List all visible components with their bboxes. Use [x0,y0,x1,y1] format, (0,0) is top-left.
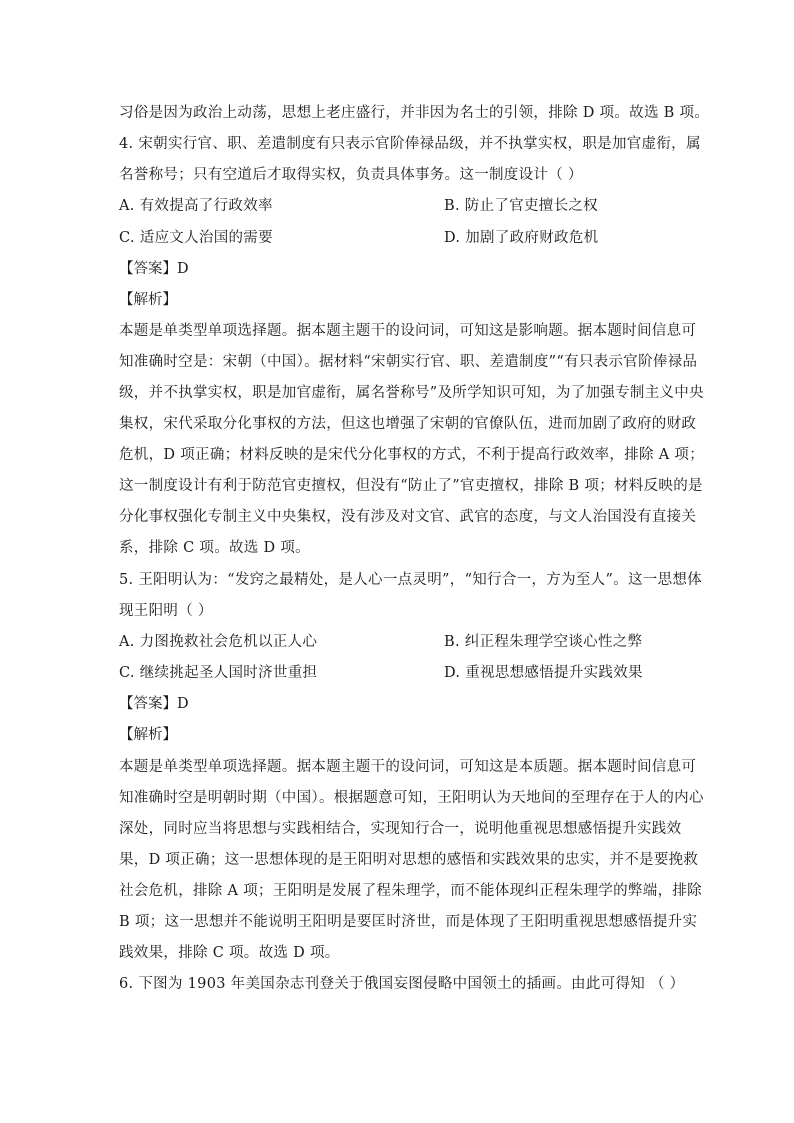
q5-option-d: D. 重视思想感悟提升实践效果 [444,665,643,681]
q5-stem-line-1: 5. 王阳明认为：“发窍之最精处，是人心一点灵明”，“知行合一，方为至人”。这一思想体 [119,572,702,588]
q4-analysis-line-4: 集权，宋代采取分化事权的方法，但这也增强了宋朝的官僚队伍，进而加剧了政府的财政 [119,416,697,432]
q4-analysis-line-7: 分化事权强化专制主义中央集权，没有涉及对文官、武官的态度，与文人治国没有直接关 [119,509,697,525]
q4-analysis-line-8: 系，排除 C 项。故选 D 项。 [119,540,310,556]
q5-analysis-line-4: 果，D 项正确；这一思想体现的是王阳明对思想的感悟和实践效果的忠实，并不是要挽救 [119,852,699,868]
q5-option-a: A. 力图挽救社会危机以正人心 [119,634,318,650]
q4-analysis-line-2: 知准确时空是：宋朝（中国）。据材料“宋朝实行官、职、差遣制度”“有只表示官阶俸禄品 [119,354,698,370]
q4-option-a: A. 有效提高了行政效率 [119,198,273,214]
q4-option-c: C. 适应文人治国的需要 [119,230,273,246]
q5-answer: 【答案】D [119,696,189,712]
q6-stem-line-1: 6. 下图为 1903 年美国杂志刊登关于俄国妄图侵略中国领土的插画。由此可得知 （ ） [119,976,685,992]
q5-analysis-line-2: 知准确时空是明朝时期（中国）。根据题意可知，王阳明认为天地间的至理存在于人的内心 [119,790,704,806]
q5-analysis-line-1: 本题是单类型单项选择题。据本题主题干的设问词，可知这是本质题。据本题时间信息可 [119,759,697,775]
q5-analysis-line-3: 深处，同时应当将思想与实践相结合，实现知行合一，说明他重视思想感悟提升实践效 [119,821,682,837]
q5-stem-line-2: 现王阳明（ ） [119,603,213,619]
q4-analysis-line-5: 危机，D 项正确；材料反映的是宋代分化事权的方式，不利于提高行政效率，排除 A 项； [119,447,705,463]
q4-stem-line-1: 4. 宋朝实行官、职、差遣制度有只表示官阶俸禄品级，并不执掌实权，职是加官虚衔，属 [119,136,701,152]
q4-option-b: B. 防止了官吏擅长之权 [444,198,598,214]
q5-option-b: B. 纠正程朱理学空谈心性之弊 [444,634,643,650]
q5-option-c: C. 继续挑起圣人国时济世重担 [119,665,318,681]
q4-stem-line-2: 名誉称号；只有空道后才取得实权，负责具体事务。这一制度设计（ ） [119,167,583,183]
q5-analysis-line-6: B 项；这一思想并不能说明王阳明是要匡时济世，而是体现了王阳明重视思想感悟提升实 [119,914,698,930]
q4-option-d: D. 加剧了政府财政危机 [444,230,599,246]
intro-line: 习俗是因为政治上动荡，思想上老庄盛行，并非因为名士的引领，排除 D 项。故选 B 项。 [119,105,710,121]
q4-analysis-line-3: 级，并不执掌实权，职是加官虚衔，属名誉称号”及所学知识可知，为了加强专制主义中央 [119,385,704,401]
q5-analysis-label: 【解析】 [119,727,177,743]
q5-analysis-line-5: 社会危机，排除 A 项；王阳明是发展了程朱理学，而不能体现纠正程朱理学的弊端，排除 [119,883,702,899]
q4-analysis-line-6: 这一制度设计有利于防范官吏擅权，但没有“防止了”官吏擅权，排除 B 项；材料反映的是 [119,478,703,494]
q4-analysis-label: 【解析】 [119,292,177,308]
q5-analysis-line-7: 践效果，排除 C 项。故选 D 项。 [119,945,340,961]
q4-analysis-line-1: 本题是单类型单项选择题。据本题主题干的设问词，可知这是影响题。据本题时间信息可 [119,323,697,339]
q4-answer: 【答案】D [119,261,189,277]
